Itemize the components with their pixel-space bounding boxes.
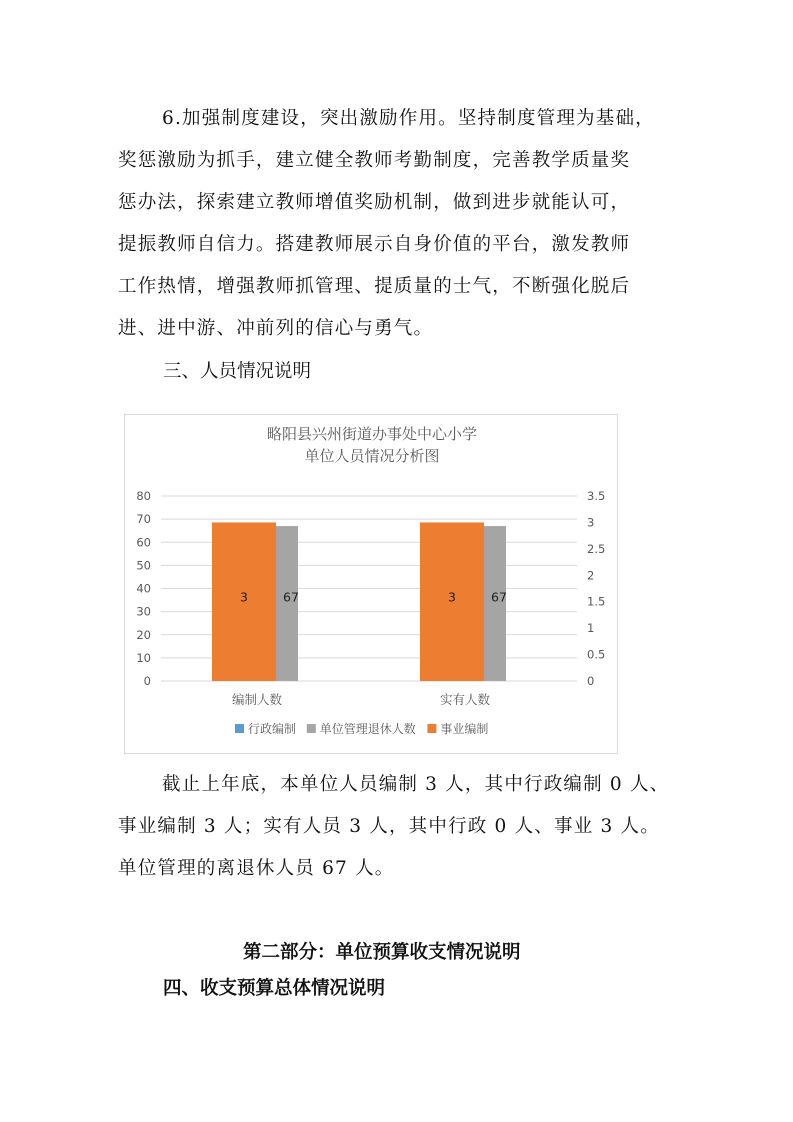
paragraph-line: 截止上年底，本单位人员编制 3 人，其中行政编制 0 人、	[162, 774, 670, 795]
paragraph-line: 进、进中游、冲前列的信心与勇气。	[118, 318, 434, 339]
right-axis-tick-label: 2	[587, 568, 595, 583]
left-axis-tick-label: 0	[143, 674, 151, 688]
paragraph-line: 奖惩激励为抓手，建立健全教师考勤制度，完善教学质量奖	[118, 150, 631, 171]
right-axis-tick-label: 0.5	[587, 647, 606, 662]
paragraph-personnel-summary	[118, 764, 678, 890]
data-label: 67	[283, 589, 299, 605]
category-label: 编制人数	[231, 692, 283, 707]
left-axis-tick-label: 20	[136, 627, 151, 642]
right-axis-tick-label: 1	[587, 621, 595, 636]
chart-subtitle: 单位人员情况分析图	[304, 447, 440, 465]
legend-swatch	[235, 724, 244, 733]
paragraph-incentive	[118, 98, 678, 350]
right-axis-tick-label: 0	[587, 674, 595, 688]
legend-entry: 事业编制	[440, 722, 489, 736]
legend-entry: 行政编制	[248, 722, 297, 736]
left-axis-tick-label: 60	[136, 535, 151, 550]
left-axis-tick-label: 10	[136, 650, 151, 665]
paragraph-line: 6.加强制度建设，突出激励作用。坚持制度管理为基础，	[162, 108, 655, 129]
paragraph-line: 惩办法，探索建立教师增值奖励机制，做到进步就能认可，	[118, 192, 631, 213]
legend-swatch	[307, 724, 316, 733]
data-label: 67	[491, 589, 507, 605]
section-heading-personnel: 三、人员情况说明	[163, 361, 312, 382]
personnel-chart	[124, 414, 618, 754]
right-axis-tick-label: 3.5	[587, 489, 606, 503]
left-axis-tick-label: 30	[136, 604, 151, 619]
left-axis-tick-label: 40	[136, 581, 151, 596]
section-heading-budget: 四、收支预算总体情况说明	[163, 978, 386, 999]
paragraph-line: 工作热情，增强教师抓管理、提质量的士气，不断强化脱后	[118, 276, 631, 297]
paragraph-line: 单位管理的离退休人员 67 人。	[118, 858, 395, 879]
left-axis-tick-label: 50	[136, 558, 151, 573]
data-label: 3	[240, 589, 248, 605]
right-axis-tick-label: 1.5	[587, 594, 606, 609]
paragraph-line: 事业编制 3 人；实有人员 3 人，其中行政 0 人、事业 3 人。	[118, 816, 660, 837]
left-axis-tick-label: 80	[136, 489, 151, 503]
right-axis-tick-label: 2.5	[587, 541, 606, 556]
legend-swatch	[427, 724, 436, 733]
data-label: 3	[448, 589, 456, 605]
paragraph-line: 提振教师自信力。搭建教师展示自身价值的平台，激发教师	[118, 234, 631, 255]
chart-canvas	[125, 415, 619, 755]
right-axis-tick-label: 3	[587, 515, 595, 530]
chart-title: 略阳县兴州街道办事处中心小学	[266, 425, 478, 443]
legend-entry: 单位管理退休人数	[319, 722, 416, 736]
left-axis-tick-label: 70	[136, 512, 151, 527]
category-label: 实有人数	[439, 692, 491, 707]
part-two-heading: 第二部分：单位预算收支情况说明	[243, 942, 521, 963]
